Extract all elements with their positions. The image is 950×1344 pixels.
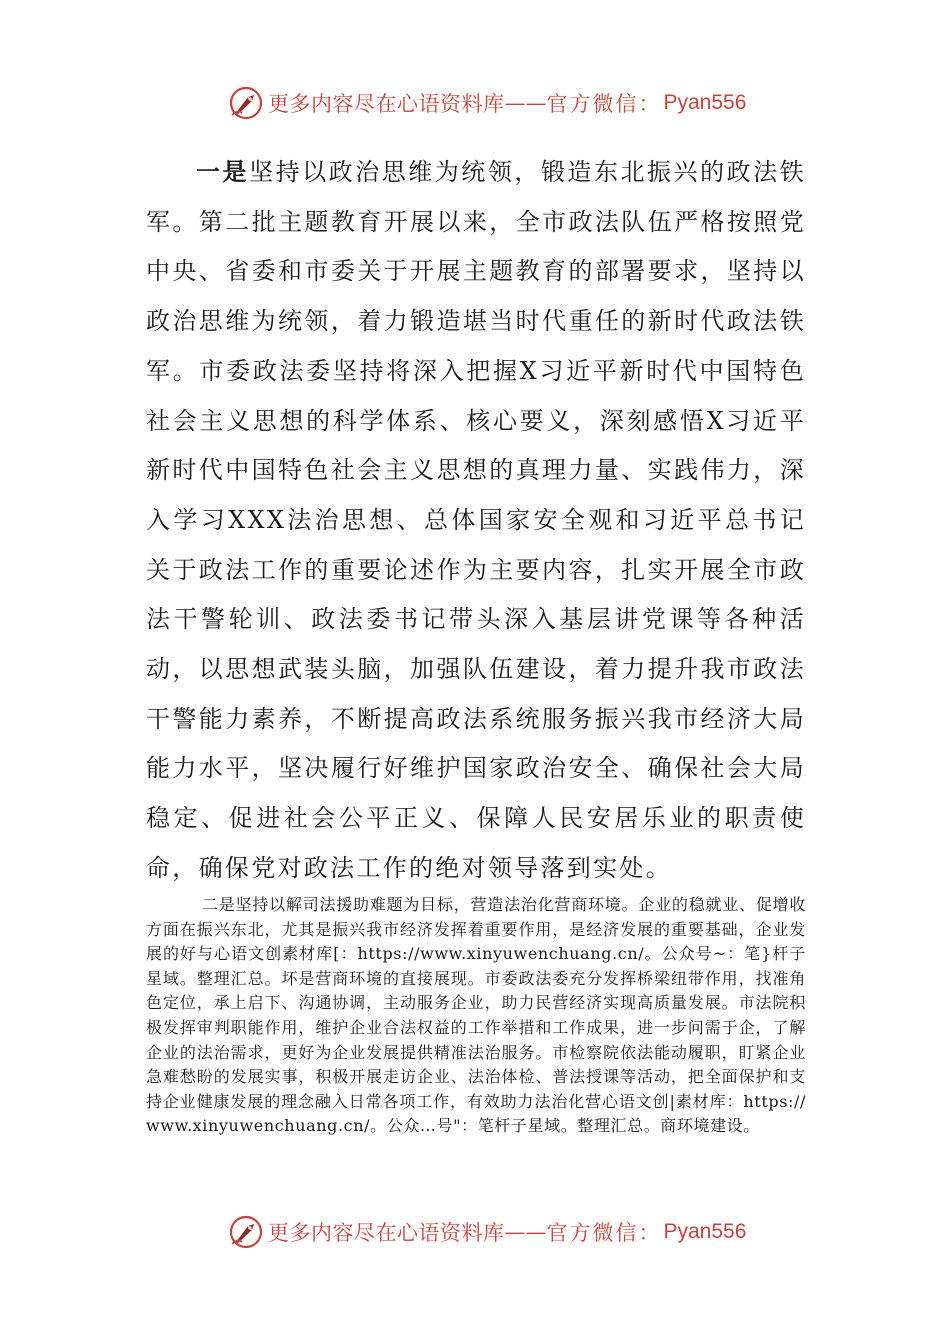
banner-wechat-label: 官方微信：	[546, 92, 662, 116]
banner-wechat-id: Pyan556	[663, 1220, 747, 1243]
paragraph-1	[146, 147, 806, 894]
paragraph-1-body: 坚持以政治思维为统领，锻造东北振兴的政法铁军。第二批主题教育开展以来，全市政法队伍严格按照党中央、省委和市委关于开展主题教育的部署要求，坚持以政治思维为统领，着力锻造堪当时代重任的新时代政法铁军。市委政法委坚持将深入把握X习近平新时代中国特色社会主义思想的科学体系、核心要义，深刻感悟X习近平新时代中国特色社会主义思想的真理力量、实践伟力，深入学习XXX法治思想、总体国家安全观和习近平总书记关于政法工作的重要论述作为主要内容，扎实开展全市政法干警轮训、政法委书记带头深入基层讲党课等各种活动，以思想武装头脑，加强队伍建设，着力提升我市政法干警能力素养，不断提高政法系统服务振兴我市经济大局能力水平，坚决履行好维护国家政治安全、确保社会大局稳定、促进社会公平正义、保障人民安居乐业的职责使命，确保党对政法工作的绝对领导落到实处。	[146, 158, 806, 882]
paragraph-1-lead: 一是	[196, 157, 250, 186]
banner-main-text: 更多内容尽在心语资料库	[268, 1221, 505, 1245]
banner-wechat-id: Pyan556	[663, 91, 747, 114]
pen-nib-logo-icon	[228, 85, 264, 121]
banner-separator: ——	[504, 91, 547, 115]
banner-separator: ——	[504, 1220, 547, 1244]
header-banner	[228, 83, 746, 123]
pen-nib-logo-icon	[228, 1214, 264, 1250]
banner-wechat-label: 官方微信：	[546, 1221, 662, 1245]
footer-banner	[228, 1212, 746, 1252]
paragraph-2: 二是坚持以解司法援助难题为目标，营造法治化营商环境。企业的稳就业、促增收方面在振兴东北，尤其是振兴我市经济发挥着重要作用，是经济发展的重要基础，企业发展的好与心语文创素材库[：https://www.xinyuwenchuang.cn/。公众号~：笔}杆子星域。整理汇总。坏是营商环境的直接展现。市委政法委充分发挥桥梁纽带作用，找准角色定位，承上启下、沟通协调，主动服务企业，助力民营经济实现高质量发展。市法院积极发挥审判职能作用，维护企业合法权益的工作举措和工作成果，进一步问需于企，了解企业的法治需求，更好为企业发展提供精准法治服务。市检察院依法能动履职，盯紧企业急难愁盼的发展实事，积极开展走访企业、法治体检、普法授课等活动，把全面保护和支持企业健康发展的理念融入日常各项工作，有效助力法治化营心语文创|素材库：https://www.xinyuwenchuang.cn/。公众…号"：笔杆子星域。整理汇总。商环境建设。	[146, 895, 806, 1136]
banner-main-text: 更多内容尽在心语资料库	[268, 92, 505, 116]
